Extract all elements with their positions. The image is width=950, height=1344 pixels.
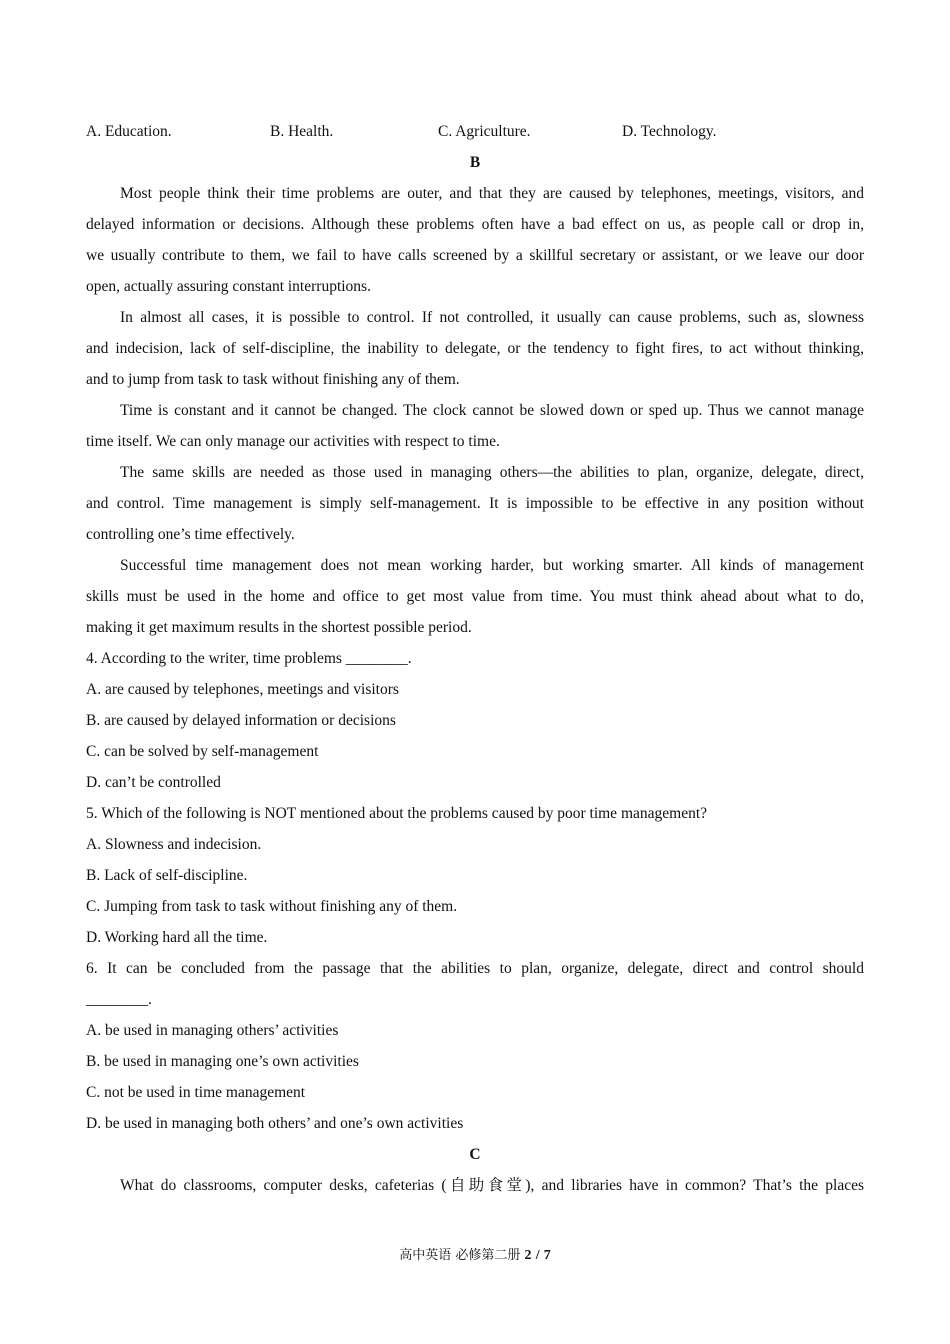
section-c-heading: C (469, 1146, 481, 1163)
passage-line: time itself. We can only manage our activities with respect to time. (86, 433, 500, 450)
answer-option: A. be used in managing others’ activities (86, 1022, 339, 1039)
option-d: D. Technology. (622, 123, 717, 140)
question-stem: 5. Which of the following is NOT mentioned about the problems caused by poor time management? (86, 805, 708, 822)
passage-line: open, actually assuring constant interruptions. (86, 278, 371, 295)
passage-line: Successful time management does not mean working harder, but working smarter. All kinds of management (120, 557, 864, 574)
passage-line: and to jump from task to task without finishing any of them. (86, 371, 460, 388)
answer-option: B. are caused by delayed information or decisions (86, 712, 396, 729)
question-3-options (86, 116, 864, 147)
section-b-passage (86, 178, 864, 643)
option-c: C. Agriculture. (438, 123, 531, 140)
option-b: B. Health. (270, 123, 334, 140)
passage-line: Most people think their time problems are outer, and that they are caused by telephones, meetings, visitors, and (120, 185, 864, 202)
question-stem: ________. (86, 991, 152, 1008)
passage-line: The same skills are needed as those used in managing others—the abilities to plan, organize, delegate, direct, (120, 464, 864, 481)
passage-line: we usually contribute to them, we fail to have calls screened by a skillful secretary or assistant, or we leave our door (86, 247, 864, 264)
passage-line: and indecision, lack of self-discipline, the inability to delegate, or the tendency to fight fires, to act without thinking, (86, 340, 864, 357)
passage-line: delayed information or decisions. Although these problems often have a bad effect on us, as people call or drop in, (86, 216, 864, 233)
answer-option: D. be used in managing both others’ and one’s own activities (86, 1115, 464, 1132)
option-a: A. Education. (86, 123, 172, 140)
answer-option: C. can be solved by self-management (86, 743, 319, 760)
passage-line: making it get maximum results in the shortest possible period. (86, 619, 472, 636)
answer-option: D. Working hard all the time. (86, 929, 268, 946)
answer-option: A. are caused by telephones, meetings and visitors (86, 681, 399, 698)
question-stem: 4. According to the writer, time problems ________. (86, 650, 412, 667)
answer-option: C. Jumping from task to task without finishing any of them. (86, 898, 458, 915)
passage-line: controlling one’s time effectively. (86, 526, 295, 543)
footer-label: 高中英语 必修第二册 (399, 1248, 521, 1263)
passage-line: In almost all cases, it is possible to control. If not controlled, it usually can cause problems, such as, slowness (120, 309, 864, 326)
page-footer (0, 1244, 950, 1264)
section-b-heading: B (469, 154, 481, 171)
answer-option: D. can’t be controlled (86, 774, 221, 791)
answer-option: A. Slowness and indecision. (86, 836, 262, 853)
questions (86, 643, 864, 1139)
answer-option: C. not be used in time management (86, 1084, 306, 1101)
passage-line: Time is constant and it cannot be changed. The clock cannot be slowed down or sped up. Thus we cannot manage (120, 402, 864, 419)
page-separator: / (535, 1248, 540, 1263)
page-total: 7 (543, 1248, 551, 1263)
question-stem: 6. It can be concluded from the passage that the abilities to plan, organize, delegate, direct and control should (86, 960, 864, 977)
document-page (86, 116, 864, 1201)
section-c-first-line: What do classrooms, computer desks, cafeterias (自助食堂), and libraries have in common? That’s the places (120, 1177, 864, 1194)
page-number: 2 (524, 1248, 532, 1263)
passage-line: skills must be used in the home and office to get most value from time. You must think ahead about what to do, (86, 588, 864, 605)
answer-option: B. Lack of self-discipline. (86, 867, 248, 884)
passage-line: and control. Time management is simply self-management. It is impossible to be effective in any position without (86, 495, 864, 512)
answer-option: B. be used in managing one’s own activities (86, 1053, 359, 1070)
